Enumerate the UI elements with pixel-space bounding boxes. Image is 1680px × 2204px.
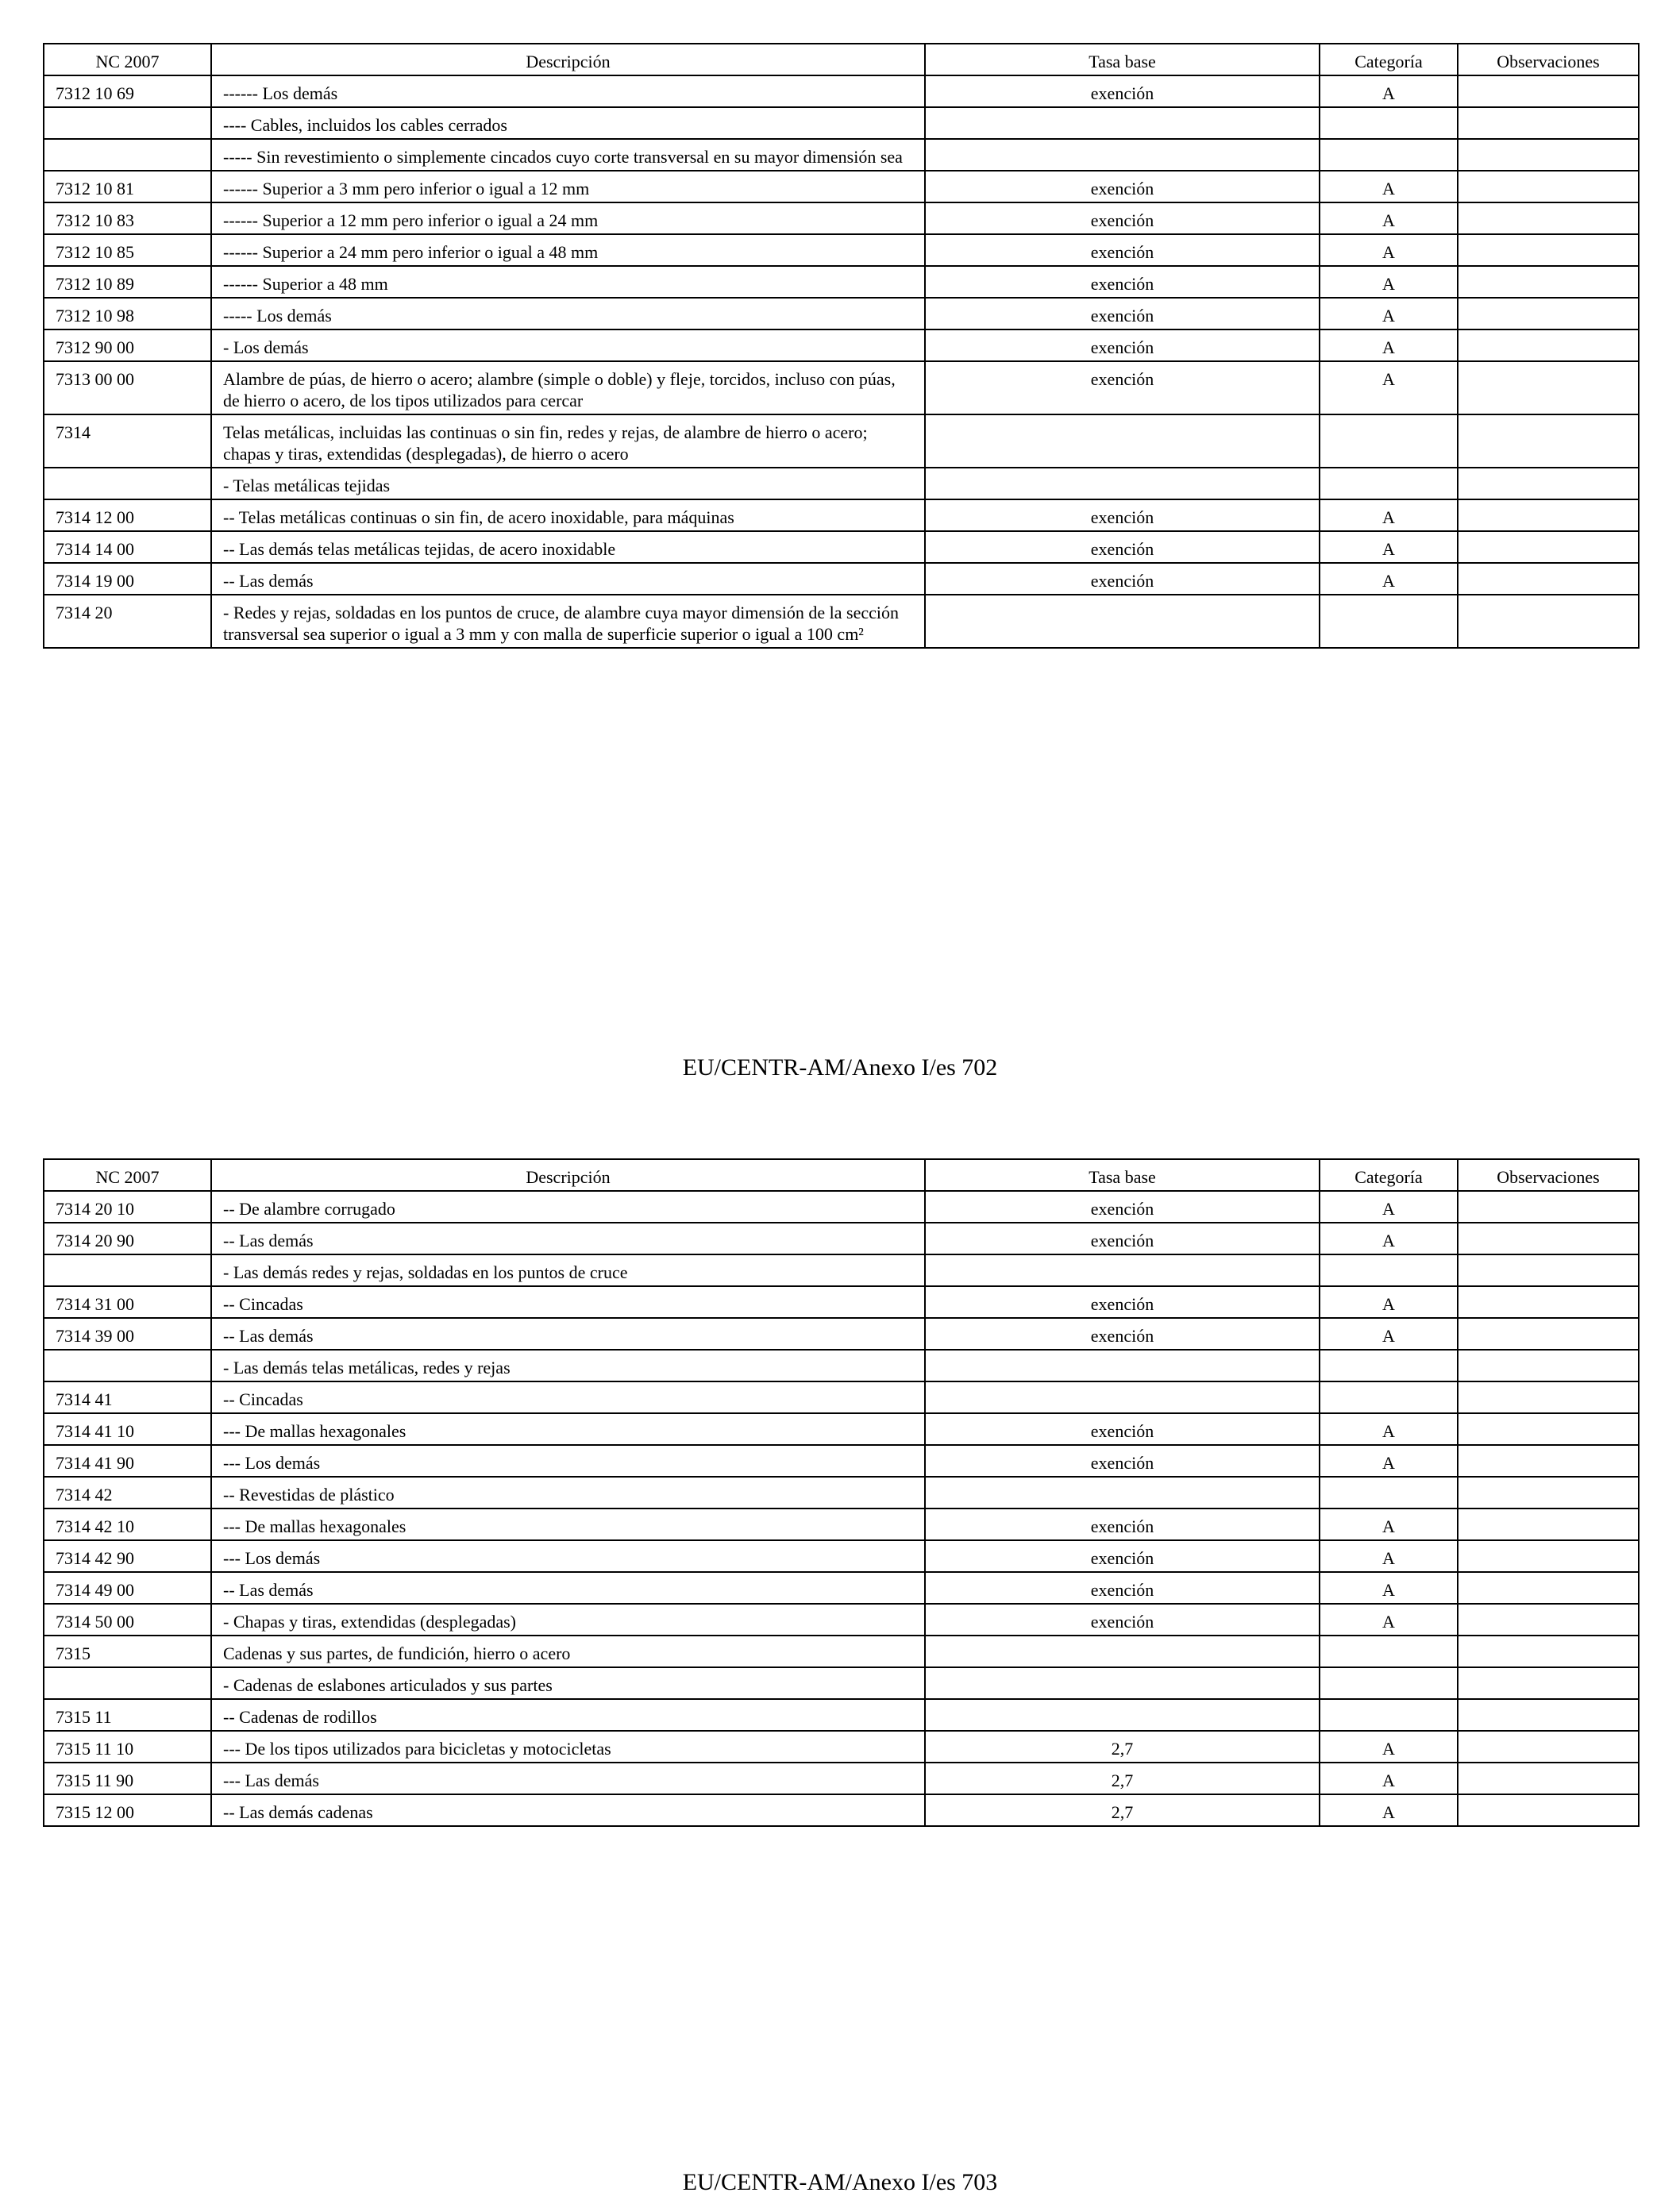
description-cell: -- De alambre corrugado: [211, 1191, 925, 1223]
observations-cell: [1458, 1636, 1639, 1667]
table-row: [44, 1445, 1639, 1477]
table-row: [44, 107, 1639, 139]
category-cell: A: [1320, 329, 1458, 361]
description-cell: -- Cincadas: [211, 1286, 925, 1318]
table-row: [44, 1763, 1639, 1794]
nc-code-cell: 7314 42: [44, 1477, 211, 1509]
base-rate-cell: [925, 1381, 1320, 1413]
base-rate-cell: exención: [925, 563, 1320, 595]
nc-code-cell: 7314 19 00: [44, 563, 211, 595]
nc-code-cell: 7314: [44, 414, 211, 468]
description-cell: - Los demás: [211, 329, 925, 361]
description-cell: ------ Los demás: [211, 75, 925, 107]
table-body: [44, 1191, 1639, 1826]
observations-cell: [1458, 1509, 1639, 1540]
category-cell: A: [1320, 1509, 1458, 1540]
base-rate-cell: exención: [925, 202, 1320, 234]
base-rate-cell: exención: [925, 1191, 1320, 1223]
category-cell: [1320, 595, 1458, 648]
nc-code-cell: 7314 20 90: [44, 1223, 211, 1254]
table-row: [44, 202, 1639, 234]
table-row: [44, 361, 1639, 414]
tariff-table-page-703: [43, 1158, 1640, 1827]
category-cell: [1320, 1350, 1458, 1381]
observations-cell: [1458, 298, 1639, 329]
base-rate-cell: exención: [925, 171, 1320, 202]
observations-cell: [1458, 1191, 1639, 1223]
base-rate-cell: exención: [925, 1413, 1320, 1445]
observations-cell: [1458, 266, 1639, 298]
base-rate-cell: [925, 1699, 1320, 1731]
base-rate-cell: exención: [925, 1509, 1320, 1540]
observations-cell: [1458, 1763, 1639, 1794]
observations-cell: [1458, 1794, 1639, 1826]
table-row: [44, 298, 1639, 329]
table-row: [44, 1509, 1639, 1540]
table-row: [44, 595, 1639, 648]
category-cell: [1320, 1636, 1458, 1667]
nc-code-cell: 7312 10 81: [44, 171, 211, 202]
observations-cell: [1458, 107, 1639, 139]
base-rate-cell: exención: [925, 1572, 1320, 1604]
table-row: [44, 1318, 1639, 1350]
nc-code-cell: 7314 41 90: [44, 1445, 211, 1477]
base-rate-cell: [925, 1636, 1320, 1667]
nc-code-cell: 7314 12 00: [44, 499, 211, 531]
base-rate-cell: exención: [925, 329, 1320, 361]
table-row: [44, 1604, 1639, 1636]
category-cell: A: [1320, 1731, 1458, 1763]
category-cell: A: [1320, 171, 1458, 202]
table-row: [44, 1381, 1639, 1413]
category-cell: [1320, 414, 1458, 468]
observations-cell: [1458, 171, 1639, 202]
table-row: [44, 1667, 1639, 1699]
category-cell: A: [1320, 531, 1458, 563]
observations-cell: [1458, 1286, 1639, 1318]
description-cell: ------ Superior a 12 mm pero inferior o igual a 24 mm: [211, 202, 925, 234]
category-cell: [1320, 1667, 1458, 1699]
header-categoria: Categoría: [1320, 44, 1458, 75]
base-rate-cell: exención: [925, 234, 1320, 266]
category-cell: A: [1320, 1223, 1458, 1254]
category-cell: [1320, 1699, 1458, 1731]
table-row: [44, 1636, 1639, 1667]
table-row: [44, 266, 1639, 298]
category-cell: A: [1320, 499, 1458, 531]
base-rate-cell: [925, 139, 1320, 171]
category-cell: A: [1320, 75, 1458, 107]
nc-code-cell: 7315 11 90: [44, 1763, 211, 1794]
category-cell: A: [1320, 234, 1458, 266]
nc-code-cell: 7314 50 00: [44, 1604, 211, 1636]
category-cell: A: [1320, 1794, 1458, 1826]
table-row: [44, 75, 1639, 107]
base-rate-cell: exención: [925, 75, 1320, 107]
header-observaciones: Observaciones: [1458, 1159, 1639, 1191]
category-cell: A: [1320, 1540, 1458, 1572]
header-nc-2007: NC 2007: [44, 1159, 211, 1191]
table-row: [44, 1572, 1639, 1604]
observations-cell: [1458, 1699, 1639, 1731]
base-rate-cell: 2,7: [925, 1794, 1320, 1826]
observations-cell: [1458, 1731, 1639, 1763]
category-cell: A: [1320, 266, 1458, 298]
nc-code-cell: 7315: [44, 1636, 211, 1667]
observations-cell: [1458, 75, 1639, 107]
description-cell: -- Telas metálicas continuas o sin fin, de acero inoxidable, para máquinas: [211, 499, 925, 531]
nc-code-cell: [44, 1350, 211, 1381]
nc-code-cell: 7313 00 00: [44, 361, 211, 414]
header-descripcion: Descripción: [211, 44, 925, 75]
nc-code-cell: 7314 20 10: [44, 1191, 211, 1223]
nc-code-cell: 7312 10 83: [44, 202, 211, 234]
table-row: [44, 1699, 1639, 1731]
nc-code-cell: [44, 468, 211, 499]
description-cell: Telas metálicas, incluidas las continuas o sin fin, redes y rejas, de alambre de hierro o acero; chapas y tiras, extendidas (desplegadas), de hierro o acero: [211, 414, 925, 468]
category-cell: A: [1320, 1191, 1458, 1223]
base-rate-cell: exención: [925, 1445, 1320, 1477]
table-row: [44, 1223, 1639, 1254]
table-body: [44, 75, 1639, 648]
description-cell: - Las demás redes y rejas, soldadas en los puntos de cruce: [211, 1254, 925, 1286]
category-cell: [1320, 1477, 1458, 1509]
nc-code-cell: 7315 11 10: [44, 1731, 211, 1763]
description-cell: --- Los demás: [211, 1445, 925, 1477]
table-row: [44, 1191, 1639, 1223]
description-cell: - Telas metálicas tejidas: [211, 468, 925, 499]
category-cell: [1320, 107, 1458, 139]
base-rate-cell: exención: [925, 499, 1320, 531]
description-cell: -- Las demás: [211, 563, 925, 595]
description-cell: -- Revestidas de plástico: [211, 1477, 925, 1509]
description-cell: --- De mallas hexagonales: [211, 1413, 925, 1445]
nc-code-cell: 7314 39 00: [44, 1318, 211, 1350]
nc-code-cell: 7314 14 00: [44, 531, 211, 563]
nc-code-cell: 7314 31 00: [44, 1286, 211, 1318]
header-observaciones: Observaciones: [1458, 44, 1639, 75]
description-cell: Alambre de púas, de hierro o acero; alambre (simple o doble) y fleje, torcidos, incluso con púas, de hierro o acero, de los tipos utilizados para cercar: [211, 361, 925, 414]
observations-cell: [1458, 329, 1639, 361]
category-cell: [1320, 468, 1458, 499]
observations-cell: [1458, 1604, 1639, 1636]
nc-code-cell: [44, 1254, 211, 1286]
base-rate-cell: exención: [925, 531, 1320, 563]
category-cell: A: [1320, 1413, 1458, 1445]
nc-code-cell: 7314 42 10: [44, 1509, 211, 1540]
base-rate-cell: exención: [925, 1223, 1320, 1254]
observations-cell: [1458, 234, 1639, 266]
observations-cell: [1458, 531, 1639, 563]
table-row: [44, 414, 1639, 468]
observations-cell: [1458, 1477, 1639, 1509]
base-rate-cell: exención: [925, 361, 1320, 414]
nc-code-cell: 7314 42 90: [44, 1540, 211, 1572]
description-cell: --- De los tipos utilizados para bicicletas y motocicletas: [211, 1731, 925, 1763]
base-rate-cell: exención: [925, 298, 1320, 329]
nc-code-cell: 7312 10 69: [44, 75, 211, 107]
category-cell: A: [1320, 361, 1458, 414]
nc-code-cell: 7314 49 00: [44, 1572, 211, 1604]
table-row: [44, 234, 1639, 266]
base-rate-cell: [925, 1477, 1320, 1509]
observations-cell: [1458, 1318, 1639, 1350]
observations-cell: [1458, 1223, 1639, 1254]
table-header-row: [44, 1159, 1639, 1191]
nc-code-cell: [44, 1667, 211, 1699]
observations-cell: [1458, 595, 1639, 648]
nc-code-cell: 7315 12 00: [44, 1794, 211, 1826]
category-cell: A: [1320, 1286, 1458, 1318]
description-cell: - Redes y rejas, soldadas en los puntos de cruce, de alambre cuya mayor dimensión de la sección transversal sea superior o igual a 3 mm y con malla de superficie superior o igual a 100 cm²: [211, 595, 925, 648]
description-cell: -- Cadenas de rodillos: [211, 1699, 925, 1731]
description-cell: -- Las demás cadenas: [211, 1794, 925, 1826]
table-row: [44, 1254, 1639, 1286]
table-row: [44, 171, 1639, 202]
nc-code-cell: [44, 107, 211, 139]
header-tasa-base: Tasa base: [925, 1159, 1320, 1191]
description-cell: Cadenas y sus partes, de fundición, hierro o acero: [211, 1636, 925, 1667]
description-cell: - Cadenas de eslabones articulados y sus partes: [211, 1667, 925, 1699]
description-cell: --- Los demás: [211, 1540, 925, 1572]
observations-cell: [1458, 468, 1639, 499]
table-row: [44, 1794, 1639, 1826]
observations-cell: [1458, 139, 1639, 171]
table-row: [44, 563, 1639, 595]
nc-code-cell: 7315 11: [44, 1699, 211, 1731]
description-cell: ------ Superior a 3 mm pero inferior o igual a 12 mm: [211, 171, 925, 202]
description-cell: ----- Los demás: [211, 298, 925, 329]
category-cell: A: [1320, 1763, 1458, 1794]
table-row: [44, 1540, 1639, 1572]
observations-cell: [1458, 1413, 1639, 1445]
observations-cell: [1458, 1350, 1639, 1381]
table-row: [44, 1731, 1639, 1763]
nc-code-cell: 7314 20: [44, 595, 211, 648]
category-cell: [1320, 1254, 1458, 1286]
base-rate-cell: [925, 414, 1320, 468]
header-descripcion: Descripción: [211, 1159, 925, 1191]
nc-code-cell: [44, 139, 211, 171]
observations-cell: [1458, 1572, 1639, 1604]
base-rate-cell: [925, 595, 1320, 648]
observations-cell: [1458, 499, 1639, 531]
table-row: [44, 1413, 1639, 1445]
table-header-row: [44, 44, 1639, 75]
description-cell: ------ Superior a 24 mm pero inferior o igual a 48 mm: [211, 234, 925, 266]
description-cell: -- Las demás: [211, 1572, 925, 1604]
base-rate-cell: [925, 107, 1320, 139]
description-cell: ----- Sin revestimiento o simplemente cincados cuyo corte transversal en su mayor dimensión sea: [211, 139, 925, 171]
observations-cell: [1458, 1254, 1639, 1286]
table-row: [44, 499, 1639, 531]
base-rate-cell: [925, 468, 1320, 499]
description-cell: -- Las demás: [211, 1318, 925, 1350]
base-rate-cell: exención: [925, 1318, 1320, 1350]
observations-cell: [1458, 563, 1639, 595]
base-rate-cell: [925, 1350, 1320, 1381]
category-cell: A: [1320, 563, 1458, 595]
header-tasa-base: Tasa base: [925, 44, 1320, 75]
description-cell: -- Las demás telas metálicas tejidas, de acero inoxidable: [211, 531, 925, 563]
description-cell: --- De mallas hexagonales: [211, 1509, 925, 1540]
description-cell: - Chapas y tiras, extendidas (desplegadas): [211, 1604, 925, 1636]
category-cell: A: [1320, 1572, 1458, 1604]
category-cell: [1320, 1381, 1458, 1413]
table-row: [44, 139, 1639, 171]
category-cell: A: [1320, 1604, 1458, 1636]
observations-cell: [1458, 202, 1639, 234]
description-cell: -- Las demás: [211, 1223, 925, 1254]
page-footer-703: EU/CENTR-AM/Anexo I/es 703: [682, 2169, 998, 2195]
category-cell: A: [1320, 1318, 1458, 1350]
category-cell: A: [1320, 202, 1458, 234]
nc-code-cell: 7312 90 00: [44, 329, 211, 361]
nc-code-cell: 7312 10 85: [44, 234, 211, 266]
nc-code-cell: 7314 41 10: [44, 1413, 211, 1445]
base-rate-cell: [925, 1667, 1320, 1699]
nc-code-cell: 7312 10 98: [44, 298, 211, 329]
table-row: [44, 1286, 1639, 1318]
table-row: [44, 329, 1639, 361]
description-cell: --- Las demás: [211, 1763, 925, 1794]
category-cell: A: [1320, 298, 1458, 329]
base-rate-cell: 2,7: [925, 1763, 1320, 1794]
description-cell: -- Cincadas: [211, 1381, 925, 1413]
observations-cell: [1458, 1540, 1639, 1572]
category-cell: A: [1320, 1445, 1458, 1477]
observations-cell: [1458, 1381, 1639, 1413]
base-rate-cell: [925, 1254, 1320, 1286]
table-row: [44, 1350, 1639, 1381]
observations-cell: [1458, 1667, 1639, 1699]
base-rate-cell: exención: [925, 1286, 1320, 1318]
table-row: [44, 531, 1639, 563]
table-row: [44, 468, 1639, 499]
base-rate-cell: exención: [925, 1604, 1320, 1636]
tariff-table-page-702: [43, 43, 1640, 649]
base-rate-cell: exención: [925, 266, 1320, 298]
category-cell: [1320, 139, 1458, 171]
nc-code-cell: 7314 41: [44, 1381, 211, 1413]
description-cell: ---- Cables, incluidos los cables cerrados: [211, 107, 925, 139]
description-cell: ------ Superior a 48 mm: [211, 266, 925, 298]
nc-code-cell: 7312 10 89: [44, 266, 211, 298]
page-footer-702: EU/CENTR-AM/Anexo I/es 702: [682, 1054, 998, 1081]
header-categoria: Categoría: [1320, 1159, 1458, 1191]
header-nc-2007: NC 2007: [44, 44, 211, 75]
table-row: [44, 1477, 1639, 1509]
description-cell: - Las demás telas metálicas, redes y rejas: [211, 1350, 925, 1381]
observations-cell: [1458, 1445, 1639, 1477]
base-rate-cell: 2,7: [925, 1731, 1320, 1763]
observations-cell: [1458, 361, 1639, 414]
base-rate-cell: exención: [925, 1540, 1320, 1572]
observations-cell: [1458, 414, 1639, 468]
